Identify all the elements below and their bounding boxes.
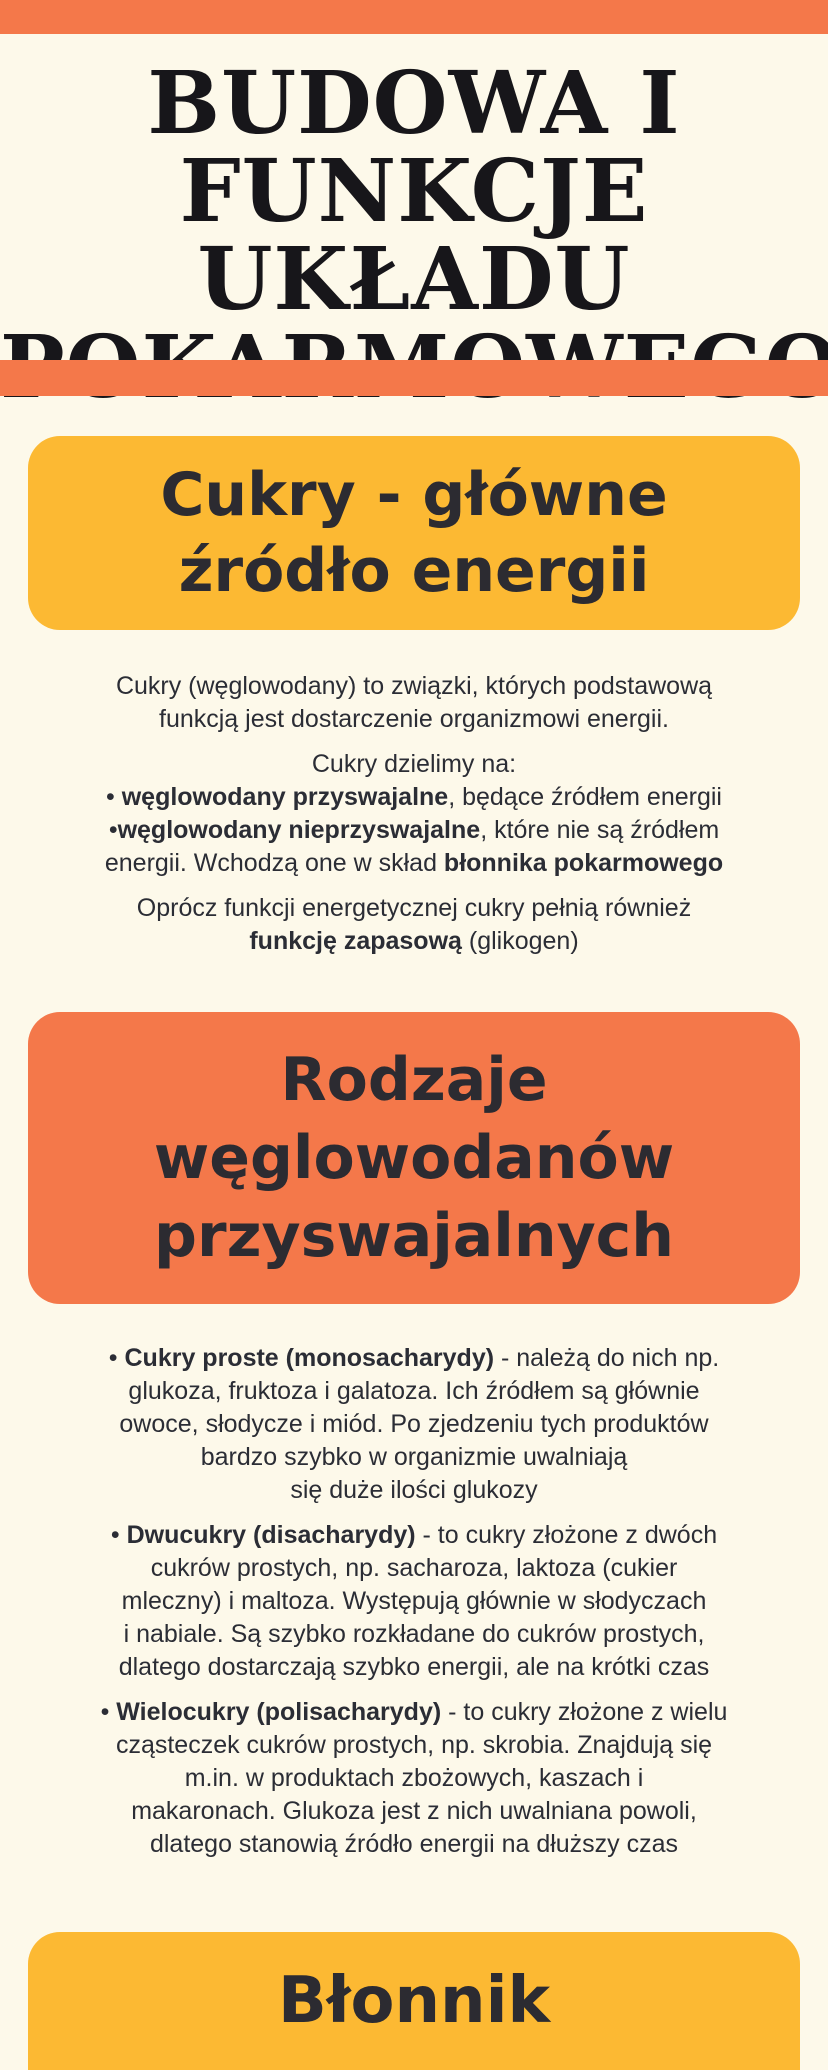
storage-function-paragraph: Oprócz funkcji energetycznej cukry pełnią również funkcję zapasową (glikogen) [136,894,692,955]
list-item: • Wielocukry (polisacharydy) - to cukry złożone z wielu cząsteczek cukrów prostych, np. skrobia. Znajdują się m.in. w produktach zbożowych, kaszach i makaronach. Glukoza jest z nich uwalniana powoli, dlatego stanowią źródło energii na dłuższy czas [100,1698,728,1858]
heading-line: przyswajalnych [154,1201,674,1271]
top-accent-band [0,0,828,34]
intro-paragraph: Cukry (węglowodany) to związki, których podstawową funkcją jest dostarczenie organizmowi energii. [115,672,713,733]
heading-line: źródło energii [178,536,650,606]
list-item-continuation: energii. Wchodzą one w skład błonnika pokarmowego [104,849,724,877]
heading-line: Cukry - główne [160,460,668,530]
heading-line: Rodzaje [280,1045,548,1115]
section-heading [160,457,667,609]
heading-line: węglowodanów [153,1123,675,1193]
list-item: •węglowodany nieprzyswajalne, które nie są źródłem [108,816,720,844]
section-heading-box-types [28,1012,800,1304]
list-item: • Dwucukry (disacharydy) - to cukry złożone z dwóch cukrów prostych, np. sacharoza, laktoza (cukier mleczny) i maltoza. Występują głównie w słodyczach i nabiale. Są szybko rozkładane do cukrów prostych, dlatego dostarczają szybko energii, ale na krótki czas [110,1521,718,1681]
title-divider-band [0,360,828,396]
section-heading-box-sugars [28,436,800,630]
classification-paragraph [40,748,788,880]
carbohydrate-types-list [40,1342,788,1873]
sugars-description [40,670,788,970]
title-line: BUDOWA I FUNKCJE [147,53,681,242]
section-heading [154,1041,674,1275]
list-item: • węglowodany przyswajalne, będące źródłem energii [106,783,722,811]
list-item: • Cukry proste (monosacharydy) - należą do nich np. glukoza, fruktoza i galatoza. Ich źródłem są głównie owoce, słodycze i miód. Po zjedzeniu tych produktów bardzo szybko w organizmie uwalniają się duże ilości glukozy [108,1344,720,1504]
title-line: UKŁADU [197,229,631,330]
section-heading-box-fiber [28,1932,800,2070]
section-heading: Błonnik [277,1964,551,2038]
classification-label: Cukry dzielimy na: [311,750,517,778]
